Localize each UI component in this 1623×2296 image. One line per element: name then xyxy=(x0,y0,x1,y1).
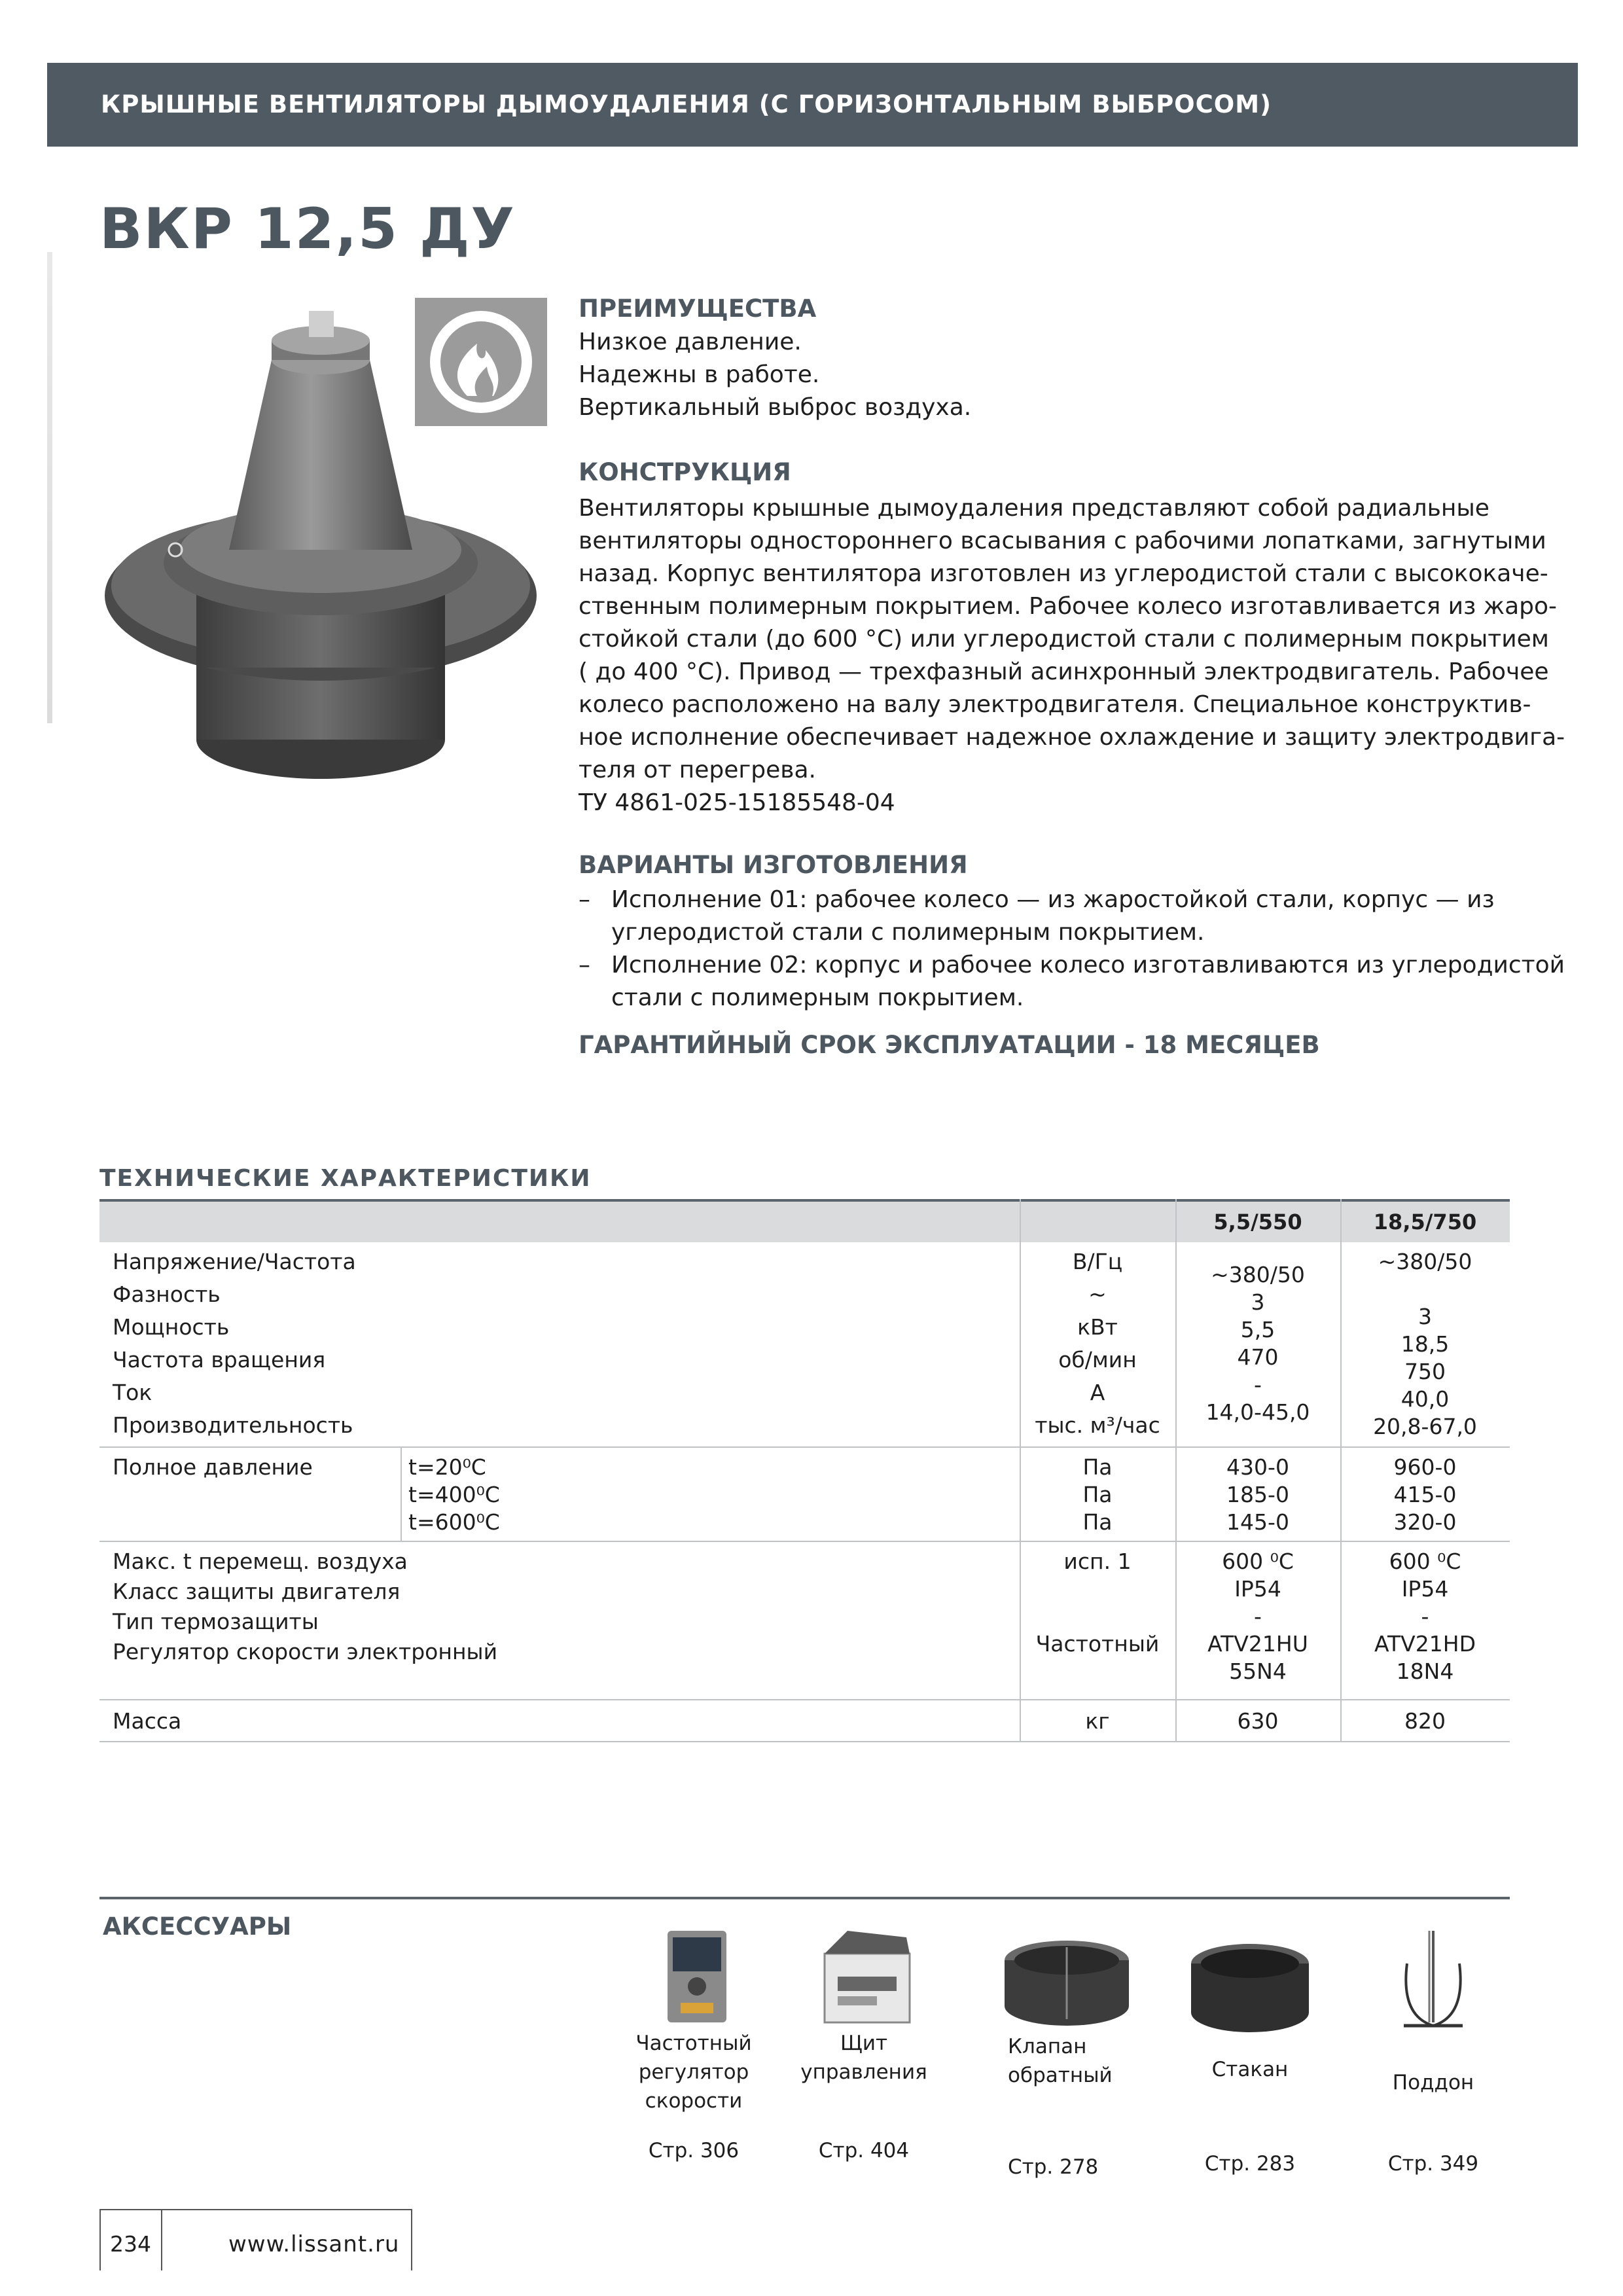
construction-line: назад. Корпус вентилятора изготовлен из углеродистой стали с высококаче- xyxy=(579,560,1548,587)
construction-line: ственным полимерным покрытием. Рабочее колесо изготавливается из жаро- xyxy=(579,593,1558,620)
param-label: Мощность xyxy=(113,1314,230,1340)
construction-line: стойкой стали (до 600 °С) или углеродистой стали с полимерным покрытием xyxy=(579,626,1549,653)
value-cell: 430-0 xyxy=(1226,1454,1289,1480)
frequency-regulator-icon xyxy=(648,1924,740,2029)
accessory-tray xyxy=(1361,1924,1505,2186)
value-cell: ATV21HU xyxy=(1207,1631,1308,1657)
temp-label: t=400⁰С xyxy=(408,1482,500,1507)
column-header: 5,5/550 xyxy=(1213,1210,1302,1234)
construction-line: ное исполнение обеспечивает надежное охлаждение и защиту электродвига- xyxy=(579,724,1565,751)
accessory-label: Щит xyxy=(840,2032,888,2055)
temp-label: t=20⁰С xyxy=(408,1454,486,1480)
value-cell: 145-0 xyxy=(1226,1509,1289,1535)
construction-line: ТУ 4861-025-15185548-04 xyxy=(579,789,895,816)
accessory-check-valve xyxy=(995,1934,1139,2196)
param-label: Производительность xyxy=(113,1412,353,1438)
unit-cell: Па xyxy=(1082,1509,1113,1535)
side-mark xyxy=(47,252,52,723)
row-divider xyxy=(99,1699,1510,1700)
row-divider xyxy=(99,1741,1510,1742)
value-cell: 3 xyxy=(1251,1289,1265,1315)
footer-divider xyxy=(161,2210,162,2270)
value-cell: 5,5 xyxy=(1240,1317,1275,1342)
unit-cell: кг xyxy=(1085,1708,1110,1734)
value-cell: 320-0 xyxy=(1393,1509,1457,1535)
advantage-line: Низкое давление. xyxy=(579,329,802,355)
website-link[interactable]: www.lissant.ru xyxy=(228,2231,400,2257)
unit-cell: А xyxy=(1090,1380,1105,1405)
variants-heading: ВАРИАНТЫ ИЗГОТОВЛЕНИЯ xyxy=(579,851,968,879)
tech-table xyxy=(99,1199,1510,1742)
value-cell: ~380/50 xyxy=(1378,1249,1472,1274)
footer xyxy=(99,2209,412,2270)
advantage-line: Вертикальный выброс воздуха. xyxy=(579,394,972,421)
unit-cell: ~ xyxy=(1088,1282,1107,1307)
accessory-roof-stand xyxy=(1178,1937,1322,2199)
value-cell: ATV21HD xyxy=(1374,1631,1476,1657)
warranty-text: ГАРАНТИЙНЫЙ СРОК ЭКСПЛУАТАЦИИ - 18 МЕСЯЦЕВ xyxy=(579,1031,1320,1059)
value-cell: 630 xyxy=(1237,1708,1279,1734)
accessories-rule xyxy=(99,1897,1510,1899)
value-cell: 18N4 xyxy=(1396,1659,1454,1684)
param-label: Ток xyxy=(113,1380,152,1405)
accessory-page: Стр. 283 xyxy=(1204,2152,1296,2176)
value-cell: 470 xyxy=(1237,1344,1279,1370)
model-title: ВКР 12,5 ДУ xyxy=(99,196,516,262)
accessory-page: Стр. 278 xyxy=(1008,2155,1099,2179)
page-number: 234 xyxy=(110,2231,151,2257)
value-cell: IP54 xyxy=(1234,1576,1281,1602)
value-cell: - xyxy=(1421,1604,1429,1629)
value-cell: 40,0 xyxy=(1400,1386,1450,1412)
param-label: Фазность xyxy=(113,1282,221,1307)
tray-icon xyxy=(1394,1924,1472,2042)
variant-line: Исполнение 01: рабочее колесо — из жаростойкой стали, корпус — из xyxy=(611,886,1495,913)
param-label: Класс защиты двигателя xyxy=(113,1579,401,1604)
construction-line: Вентиляторы крышные дымоудаления представляют собой радиальные xyxy=(579,495,1489,522)
value-cell: IP54 xyxy=(1401,1576,1449,1602)
temp-label: t=600⁰С xyxy=(408,1509,500,1535)
unit-cell: Па xyxy=(1082,1454,1113,1480)
flame-icon xyxy=(415,298,547,426)
param-label: Полное давление xyxy=(113,1454,313,1480)
advantage-line: Надежны в работе. xyxy=(579,361,820,388)
variant-line: Исполнение 02: корпус и рабочее колесо изготавливаются из углеродистой xyxy=(611,952,1565,978)
value-cell: 14,0-45,0 xyxy=(1205,1399,1310,1425)
value-cell: 600 ⁰С xyxy=(1222,1549,1294,1574)
construction-line: ( до 400 °С). Привод — трехфазный асинхронный электродвигатель. Рабочее xyxy=(579,658,1549,685)
unit-cell: кВт xyxy=(1077,1314,1118,1340)
value-cell: 18,5 xyxy=(1400,1331,1450,1357)
construction-line: вентиляторы одностороннего всасывания с рабочими лопатками, загнутыми xyxy=(579,528,1546,554)
accessory-label: Клапан xyxy=(1008,2035,1087,2058)
accessory-control-panel xyxy=(792,1924,936,2186)
accessories-heading: АКСЕССУАРЫ xyxy=(103,1912,292,1941)
param-label: Макс. t перемещ. воздуха xyxy=(113,1549,408,1574)
column-header: 18,5/750 xyxy=(1373,1210,1477,1234)
construction-heading: КОНСТРУКЦИЯ xyxy=(579,458,791,486)
value-cell: 415-0 xyxy=(1393,1482,1457,1507)
construction-line: колесо расположено на валу электродвигателя. Специальное конструктив- xyxy=(579,691,1531,718)
accessory-label: Стакан xyxy=(1211,2058,1289,2081)
value-cell: 3 xyxy=(1418,1304,1432,1329)
unit-cell: Частотный xyxy=(1035,1631,1160,1657)
advantages-heading: ПРЕИМУЩЕСТВА xyxy=(579,295,817,323)
value-cell: ~380/50 xyxy=(1211,1262,1305,1287)
accessory-frequency-regulator xyxy=(622,1924,766,2186)
accessory-label: регулятор xyxy=(638,2060,749,2084)
unit-cell: об/мин xyxy=(1058,1347,1137,1372)
param-label: Напряжение/Частота xyxy=(113,1249,356,1274)
dash-mark: – xyxy=(579,952,590,978)
fire-badge xyxy=(415,298,547,426)
column-divider xyxy=(401,1446,402,1541)
value-cell: 960-0 xyxy=(1393,1454,1457,1480)
header-title: КРЫШНЫЕ ВЕНТИЛЯТОРЫ ДЫМОУДАЛЕНИЯ (С ГОРИЗОНТАЛЬНЫМ ВЫБРОСОМ) xyxy=(101,90,1272,118)
param-label: Частота вращения xyxy=(113,1347,326,1372)
value-cell: 55N4 xyxy=(1229,1659,1287,1684)
construction-text xyxy=(579,492,1565,819)
value-cell: 820 xyxy=(1404,1708,1446,1734)
value-cell: 185-0 xyxy=(1226,1482,1289,1507)
accessory-label: управления xyxy=(800,2060,927,2084)
check-valve-icon xyxy=(1001,1934,1132,2032)
unit-cell: В/Гц xyxy=(1072,1249,1123,1274)
param-label: Тип термозащиты xyxy=(113,1609,319,1634)
accessory-page: Стр. 404 xyxy=(818,2139,910,2162)
dash-mark: – xyxy=(579,886,590,913)
accessory-label: скорости xyxy=(645,2089,743,2113)
tech-heading: ТЕХНИЧЕСКИЕ ХАРАКТЕРИСТИКИ xyxy=(99,1165,592,1192)
value-cell: 20,8-67,0 xyxy=(1373,1414,1477,1439)
roof-stand-icon xyxy=(1185,1937,1315,2036)
unit-cell: Па xyxy=(1082,1482,1113,1507)
row-divider xyxy=(99,1446,1510,1448)
value-cell: - xyxy=(1254,1372,1262,1397)
value-cell: - xyxy=(1254,1604,1262,1629)
accessory-label: Поддон xyxy=(1392,2071,1474,2094)
row-divider xyxy=(99,1541,1510,1542)
variant-line: углеродистой стали с полимерным покрытием. xyxy=(611,919,1205,946)
value-cell: 750 xyxy=(1404,1359,1446,1384)
variant-line: стали с полимерным покрытием. xyxy=(611,984,1024,1011)
unit-cell: тыс. м³/час xyxy=(1035,1412,1160,1438)
control-panel-icon xyxy=(808,1924,919,2029)
header-bar xyxy=(47,63,1578,147)
construction-line: теля от перегрева. xyxy=(579,757,816,783)
param-label: Регулятор скорости электронный xyxy=(113,1639,498,1664)
accessory-page: Стр. 306 xyxy=(648,2139,740,2162)
param-label: Масса xyxy=(113,1708,182,1734)
accessory-label: обратный xyxy=(1008,2064,1113,2087)
unit-cell: исп. 1 xyxy=(1063,1549,1132,1574)
accessory-label: Частотный xyxy=(635,2032,752,2055)
value-cell: 600 ⁰С xyxy=(1389,1549,1461,1574)
accessory-page: Стр. 349 xyxy=(1387,2152,1479,2176)
